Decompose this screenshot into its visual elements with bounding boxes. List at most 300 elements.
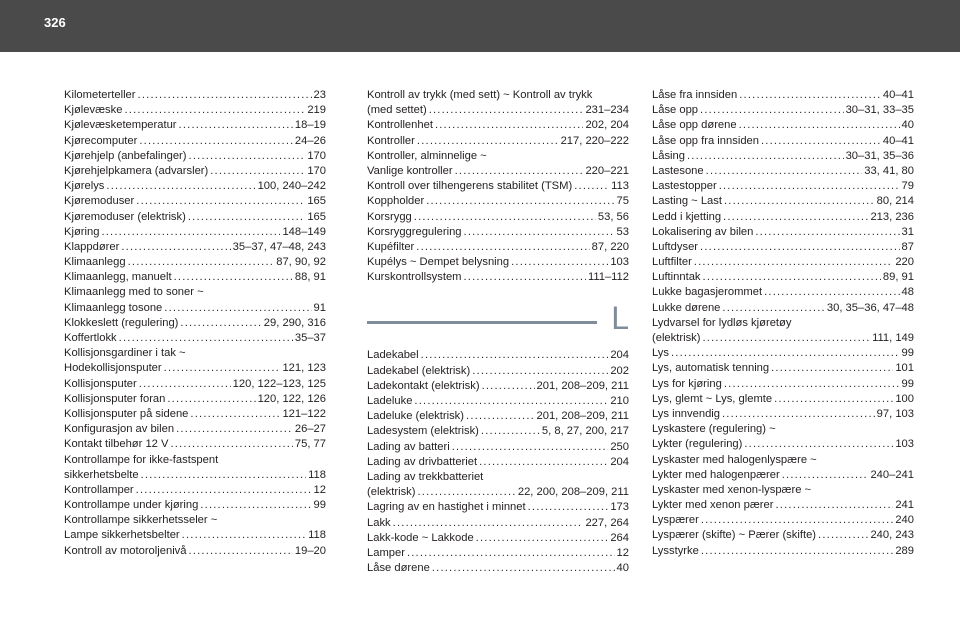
index-entry	[64, 453, 326, 468]
index-entry	[652, 194, 914, 209]
index-term: Luftfilter	[652, 256, 692, 269]
dot-leader	[210, 164, 305, 179]
index-entry	[64, 270, 326, 285]
index-entry	[367, 409, 629, 424]
dot-leader	[136, 483, 312, 498]
dot-leader	[701, 544, 893, 559]
index-term: Kontrollamper	[64, 483, 134, 496]
index-entry	[367, 516, 629, 531]
page-reference: 231–234	[585, 104, 629, 117]
index-term: Lysstyrke	[652, 544, 699, 557]
index-entry	[367, 561, 629, 576]
page-reference: 89, 91	[882, 271, 914, 284]
index-entry	[367, 149, 629, 164]
index-entry	[367, 546, 629, 561]
section-letter: L	[611, 300, 629, 337]
page-reference: 204	[610, 455, 629, 468]
index-term: Korsryggregulering	[367, 225, 462, 238]
page-reference: 100	[895, 392, 914, 405]
dot-leader	[189, 544, 293, 559]
index-term: Luftinntak	[652, 271, 701, 284]
page-reference: 148–149	[282, 225, 326, 238]
index-term: Kilometerteller	[64, 89, 136, 101]
page-reference: 24–26	[294, 134, 326, 147]
index-term: Kurskontrollsystem	[367, 271, 462, 284]
index-entry	[367, 424, 629, 439]
index-entry	[652, 361, 914, 376]
page-reference: 33, 41, 80	[864, 164, 914, 177]
index-term: Kontrollampe under kjøring	[64, 499, 199, 512]
index-term: Ladekabel (elektrisk)	[367, 364, 471, 377]
index-term: Lasting ~ Last	[652, 195, 722, 208]
dot-leader	[476, 531, 609, 546]
index-term: Ladeluke (elektrisk)	[367, 410, 465, 423]
dot-leader	[106, 179, 255, 194]
index-entry	[367, 531, 629, 546]
page-reference: 100, 240–242	[257, 180, 326, 193]
index-term: Lys	[652, 347, 669, 360]
dot-leader	[179, 118, 293, 133]
page-reference: 40	[616, 562, 629, 575]
index-term: Lastesone	[652, 164, 704, 177]
index-entry	[652, 103, 914, 118]
index-entry	[652, 392, 914, 407]
page-reference: 99	[901, 347, 914, 360]
index-term: Ladeluke	[367, 395, 413, 407]
index-term: Lyskaster med xenon-lyspære ~	[652, 483, 812, 496]
index-column-2	[367, 88, 629, 576]
index-entry	[367, 364, 629, 379]
page-reference: 40–41	[882, 134, 914, 147]
dot-leader	[435, 118, 584, 133]
page-reference: 111, 149	[872, 332, 914, 344]
index-term: Konfigurasjon av bilen	[64, 423, 175, 436]
index-entry	[652, 483, 914, 498]
index-entry	[367, 225, 629, 240]
index-entry	[64, 513, 326, 528]
index-entry	[64, 483, 326, 498]
index-entry	[652, 422, 914, 437]
page-reference: 173	[610, 501, 629, 514]
index-entry	[64, 407, 326, 422]
page-reference: 80, 214	[876, 195, 914, 208]
index-entry	[367, 348, 629, 363]
index-term: Lykter med halogenpærer	[652, 468, 780, 481]
index-entry	[64, 301, 326, 316]
dot-leader	[139, 134, 293, 149]
index-entry	[652, 498, 914, 513]
index-term: Lyspærer (skifte) ~ Pærer (skifte)	[652, 529, 817, 542]
dot-leader	[174, 270, 293, 285]
page-reference: 227, 264	[585, 516, 629, 529]
dot-leader	[452, 440, 609, 455]
page-reference: 289	[895, 544, 914, 557]
index-term: Lys, glemt ~ Lys, glemte	[652, 392, 773, 405]
dot-leader	[432, 561, 615, 576]
page-reference: 75, 77	[294, 438, 326, 451]
index-term: Lys for kjøring	[652, 377, 722, 390]
page-reference: 31	[901, 225, 914, 238]
index-term: Kjørecomputer	[64, 134, 138, 147]
dot-leader	[141, 468, 307, 483]
index-entry	[652, 468, 914, 483]
dot-leader	[775, 498, 893, 513]
dot-leader	[416, 240, 589, 255]
dot-leader	[136, 194, 305, 209]
index-entry	[64, 134, 326, 149]
index-term: Låse fra innsiden	[652, 89, 738, 101]
page-reference: 87	[901, 240, 914, 253]
dot-leader	[128, 255, 275, 270]
index-entry	[367, 88, 629, 103]
index-term: Kontrollenhet	[367, 119, 433, 132]
dot-leader	[724, 194, 875, 209]
dot-leader	[101, 225, 280, 240]
dot-leader	[764, 285, 899, 300]
dot-leader	[190, 407, 280, 422]
index-column-3	[652, 88, 914, 559]
index-entry	[652, 210, 914, 225]
page-reference: 30–31, 33–35	[845, 104, 914, 117]
index-entry	[64, 468, 326, 483]
index-entry	[652, 179, 914, 194]
index-term: Ladekontakt (elektrisk)	[367, 379, 480, 392]
page-reference: 202, 204	[585, 119, 629, 132]
dot-leader	[189, 149, 306, 164]
index-term: Kjøremoduser	[64, 195, 135, 208]
dot-leader	[176, 422, 293, 437]
page-reference: 113	[611, 180, 629, 193]
index-entry	[652, 225, 914, 240]
index-term: Kontakt tilbehør 12 V	[64, 438, 169, 451]
index-entry	[652, 513, 914, 528]
page-reference: 12	[313, 483, 326, 496]
index-term: Kollisjonsputer foran	[64, 392, 166, 405]
dot-leader	[182, 528, 306, 543]
index-entry	[64, 392, 326, 407]
page-reference: 99	[313, 499, 326, 512]
index-entry	[64, 498, 326, 513]
page-reference: 165	[307, 195, 326, 208]
page-reference: 97, 103	[876, 407, 914, 420]
index-entry	[652, 164, 914, 179]
dot-leader	[414, 394, 608, 409]
page-reference: 19–20	[294, 544, 326, 557]
index-term: Låse opp dørene	[652, 119, 737, 132]
index-column-1	[64, 88, 326, 559]
dot-leader	[138, 88, 312, 103]
dot-leader	[426, 194, 614, 209]
dot-leader	[761, 134, 881, 149]
page-reference: 30–31, 35–36	[845, 149, 914, 162]
dot-leader	[429, 103, 584, 118]
index-entry	[367, 440, 629, 455]
dot-leader	[393, 516, 584, 531]
dot-leader	[170, 437, 292, 452]
dot-leader	[818, 528, 868, 543]
dot-leader	[180, 316, 261, 331]
index-entry	[64, 194, 326, 209]
page-reference: 250	[610, 440, 629, 453]
dot-leader	[528, 500, 609, 515]
dot-leader	[744, 437, 893, 452]
index-entry	[367, 379, 629, 394]
page-reference: 170	[307, 149, 326, 162]
index-term: Ladesystem (elektrisk)	[367, 425, 479, 438]
index-entry	[652, 316, 914, 331]
index-term: Klimaanlegg tosone	[64, 301, 163, 314]
index-entry	[64, 149, 326, 164]
index-entry	[64, 544, 326, 559]
index-term: Kontroll av motoroljenivå	[64, 544, 187, 557]
section-divider	[367, 321, 597, 324]
index-entry	[367, 485, 629, 500]
index-term: Lokalisering av bilen	[652, 225, 754, 238]
dot-leader	[482, 379, 535, 394]
index-entry	[64, 346, 326, 361]
index-entry	[652, 377, 914, 392]
dot-leader	[771, 361, 893, 376]
page-reference: 79	[901, 180, 914, 193]
page-number: 326	[44, 15, 66, 30]
page-reference: 91	[313, 301, 326, 314]
index-entry	[64, 285, 326, 300]
page-reference: 103	[895, 438, 914, 451]
dot-leader	[671, 346, 900, 361]
index-term: Lastestopper	[652, 180, 717, 193]
index-entry	[652, 285, 914, 300]
page-reference: 120, 122, 126	[257, 392, 326, 405]
dot-leader	[722, 301, 824, 316]
index-term: Kontroll av trykk (med sett) ~ Kontroll av trykk	[367, 89, 593, 101]
index-term: Lyskaster med halogenlyspære ~	[652, 453, 817, 466]
index-entry	[367, 500, 629, 515]
dot-leader	[703, 270, 881, 285]
index-term: Lading av batteri	[367, 440, 450, 453]
index-term: Lakk	[367, 516, 391, 529]
page-reference: 101	[895, 362, 914, 375]
index-term: (med settet)	[367, 104, 427, 117]
index-entry	[64, 331, 326, 346]
index-term: Luftdyser	[652, 240, 699, 253]
index-term: Lagring av en hastighet i minnet	[367, 501, 526, 514]
page-reference: 213, 236	[870, 210, 914, 223]
index-term: Kjøremoduser (elektrisk)	[64, 210, 186, 223]
index-term: Lyspærer	[652, 514, 699, 527]
index-term: Lamper	[367, 546, 405, 559]
page-reference: 121, 123	[282, 362, 326, 375]
page-reference: 40	[901, 119, 914, 132]
page-reference: 30, 35–36, 47–48	[826, 301, 914, 314]
dot-leader	[700, 240, 900, 255]
index-term: Lydvarsel for lydløs kjøretøy	[652, 316, 792, 329]
dot-leader	[407, 546, 615, 561]
page-reference: 204	[610, 349, 629, 362]
page-reference: 40–41	[882, 89, 914, 101]
dot-leader	[701, 513, 893, 528]
index-term: Kontroll over tilhengerens stabilitet (TSM)	[367, 180, 573, 193]
index-entry	[652, 134, 914, 149]
index-entry	[64, 179, 326, 194]
letter-section-header	[367, 302, 629, 342]
index-term: Låse opp	[652, 104, 699, 117]
index-term: Kontroller	[367, 134, 415, 147]
dot-leader	[719, 179, 900, 194]
index-term: Lykter (regulering)	[652, 438, 743, 451]
page-reference: 12	[616, 546, 629, 559]
index-term: Lyskastere (regulering) ~	[652, 423, 776, 436]
page-reference: 23	[313, 89, 326, 101]
index-entry	[64, 210, 326, 225]
index-entry	[367, 240, 629, 255]
index-term: Lys, automatisk tenning	[652, 362, 770, 375]
dot-leader	[702, 331, 870, 346]
index-entry	[64, 528, 326, 543]
dot-leader	[464, 270, 586, 285]
page-header-bar	[0, 0, 960, 52]
index-entry	[367, 255, 629, 270]
index-entry	[64, 422, 326, 437]
dot-leader	[188, 210, 305, 225]
dot-leader	[417, 134, 559, 149]
index-entry	[652, 270, 914, 285]
index-entry	[64, 118, 326, 133]
index-entry	[64, 225, 326, 240]
index-entry	[652, 88, 914, 103]
page-reference: 120, 122–123, 125	[232, 377, 326, 390]
dot-leader	[464, 225, 615, 240]
index-entry	[367, 455, 629, 470]
dot-leader	[700, 103, 844, 118]
page-reference: 26–27	[294, 423, 326, 436]
index-term: Kjøring	[64, 225, 100, 238]
page-reference: 87, 220	[591, 240, 629, 253]
dot-leader	[124, 103, 305, 118]
dot-leader	[200, 498, 311, 513]
index-entry	[367, 470, 629, 485]
dot-leader	[739, 88, 881, 103]
page-reference: 241	[895, 499, 914, 512]
index-term: (elektrisk)	[652, 332, 701, 344]
index-term: sikkerhetsbelte	[64, 468, 139, 481]
index-term: Kontrollampe for ikke-fastspent	[64, 453, 219, 466]
page-reference: 111–112	[587, 271, 629, 284]
page-reference: 22, 200, 208–209, 211	[517, 486, 629, 499]
dot-leader	[722, 407, 875, 422]
index-term: Kollisjonsputer på sidene	[64, 407, 189, 420]
index-entry	[652, 301, 914, 316]
index-term: Klimaanlegg, manuelt	[64, 271, 172, 284]
index-term: Kjølevæske	[64, 104, 123, 117]
index-term: Låsing	[652, 149, 685, 162]
page-reference: 219	[307, 104, 326, 117]
index-term: Klappdører	[64, 240, 120, 253]
dot-leader	[139, 377, 231, 392]
index-term: Koppholder	[367, 195, 425, 208]
index-term: Kjølevæsketemperatur	[64, 119, 177, 132]
page-reference: 35–37	[294, 332, 326, 344]
index-term: Kontroller, alminnelige ~	[367, 149, 487, 162]
page-reference: 210	[610, 395, 629, 407]
page-reference: 220–221	[585, 164, 629, 177]
index-entry	[652, 331, 914, 346]
page-reference: 99	[901, 377, 914, 390]
page-reference: 118	[308, 529, 326, 542]
index-term: Ladekabel	[367, 349, 419, 362]
dot-leader	[417, 485, 515, 500]
page-reference: 75	[616, 195, 629, 208]
dot-leader	[421, 348, 609, 363]
index-term: Lampe sikkerhetsbelter	[64, 529, 180, 542]
dot-leader	[466, 409, 534, 424]
dot-leader	[706, 164, 863, 179]
index-entry	[64, 255, 326, 270]
index-entry	[652, 437, 914, 452]
index-term: Kjørehjelpkamera (advarsler)	[64, 164, 209, 177]
index-term: Klimaanlegg med to soner ~	[64, 286, 204, 299]
index-term: Lukke dørene	[652, 301, 721, 314]
dot-leader	[724, 377, 900, 392]
index-entry	[652, 346, 914, 361]
dot-leader	[782, 468, 869, 483]
dot-leader	[455, 164, 584, 179]
index-term: Kjørehjelp (anbefalinger)	[64, 149, 187, 162]
page-reference: 103	[610, 256, 629, 269]
index-term: Kollisjonsputer	[64, 377, 137, 390]
index-entry	[64, 437, 326, 452]
index-entry	[367, 394, 629, 409]
page-reference: 5, 8, 27, 200, 217	[541, 425, 629, 438]
page-reference: 53	[616, 225, 629, 238]
index-term: Lys innvendig	[652, 407, 720, 420]
index-term: Klimaanlegg	[64, 256, 126, 269]
index-entry	[652, 149, 914, 164]
index-term: (elektrisk)	[367, 486, 416, 499]
index-entry	[64, 361, 326, 376]
page-reference: 170	[307, 164, 326, 177]
index-term: Kupéfilter	[367, 240, 415, 253]
index-entry	[652, 255, 914, 270]
index-entry	[64, 240, 326, 255]
page-reference: 48	[901, 286, 914, 299]
dot-leader	[723, 210, 868, 225]
index-term: Kontrollampe sikkerhetsseler ~	[64, 514, 218, 527]
page-reference: 165	[307, 210, 326, 223]
dot-leader	[164, 361, 281, 376]
dot-leader	[479, 455, 608, 470]
dot-leader	[121, 240, 230, 255]
dot-leader	[119, 331, 293, 346]
index-term: Ledd i kjetting	[652, 210, 722, 223]
index-entry	[652, 528, 914, 543]
index-term: Korsrygg	[367, 210, 412, 223]
dot-leader	[164, 301, 311, 316]
index-term: Lading av trekkbatteriet	[367, 470, 484, 483]
index-term: Lukke bagasjerommet	[652, 286, 763, 299]
page-reference: 220	[895, 256, 914, 269]
index-entry	[652, 544, 914, 559]
dot-leader	[414, 210, 596, 225]
index-term: Låse opp fra innsiden	[652, 134, 759, 147]
page-reference: 240–241	[870, 468, 914, 481]
page-reference: 87, 90, 92	[276, 256, 326, 269]
page-reference: 201, 208–209, 211	[536, 379, 629, 392]
dot-leader	[574, 179, 609, 194]
page-reference: 53, 56	[597, 210, 629, 223]
index-term: Kollisjonsgardiner i tak ~	[64, 347, 186, 360]
index-entry	[652, 240, 914, 255]
page-reference: 240, 243	[870, 529, 914, 542]
